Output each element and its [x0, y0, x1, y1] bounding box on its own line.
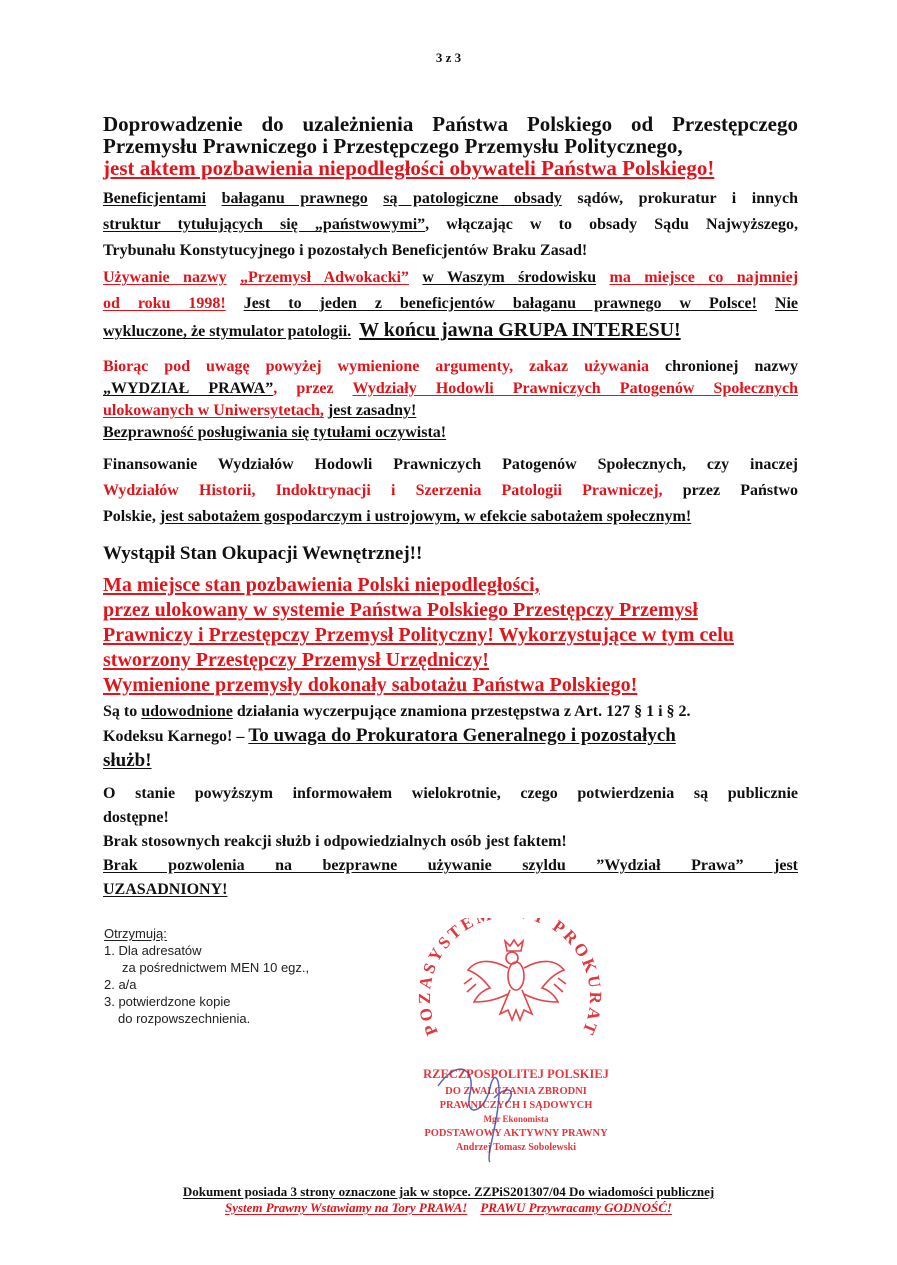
text-span: służb!: [103, 750, 152, 771]
text-span: dostępne!: [103, 809, 169, 826]
text-span: Jest to jeden z beneficjentów bałaganu prawnego w Polsce!: [243, 295, 757, 312]
text-span: udowodnione: [141, 703, 233, 720]
text-span: Beneficjentami: [103, 190, 207, 207]
stamp-line: PRAWNICZYCH I SĄDOWYCH: [439, 1100, 593, 1111]
page-number: 3 z 3: [435, 50, 462, 65]
text-span: Brak stosownych reakcji służb i odpowiedzialnych osób jest faktem!: [103, 833, 567, 850]
text-span: chronionej nazwy: [665, 358, 799, 375]
text-span: Nie: [774, 295, 799, 312]
recipient-item: do rozpowszechnienia.: [118, 1011, 251, 1026]
footer-motto-a: System Prawny Wstawiamy na Tory PRAWA!: [224, 1200, 468, 1215]
stamp-line: DO ZWALCZANIA ZBRODNI: [445, 1086, 587, 1097]
official-stamp: [398, 918, 638, 1168]
svg-text:POZASYSTEMOWY PROKURATOR: [398, 918, 605, 1040]
text-span: Używanie nazwy: [103, 269, 227, 286]
text-span: bałaganu prawnego: [221, 190, 368, 207]
text-span: Wydziałów Historii, Indoktrynacji i Szerzenia Patologii Prawniczej,: [103, 482, 663, 499]
text-span: Ma miejsce stan pozbawienia Polski niepodległości,: [103, 574, 540, 596]
text-span: Bezprawność posługiwania się tytułami oczywista!: [103, 424, 447, 441]
text-span: Trybunału Konstytucyjnego i pozostałych Beneficjentów Braku Zasad!: [103, 242, 588, 259]
text-span: jest zasadny!: [327, 402, 417, 419]
recipient-item: 2. a/a: [104, 977, 137, 992]
document-title: [103, 113, 798, 179]
footer-note: [0, 1184, 897, 1200]
paragraph-article-127: [103, 700, 803, 773]
text-span: sądów, prokuratur i innych: [577, 190, 798, 207]
footer-line-1: Dokument posiada 3 strony oznaczone jak w stopce. ZZPiS201307/04 Do wiadomości publicznej: [182, 1184, 715, 1199]
text-span: „Przemysł Adwokacki”: [240, 269, 409, 286]
paragraph-financing: [103, 452, 798, 530]
footer-motto-b: PRAWU Przywracamy GODNOŚĆ!: [480, 1200, 672, 1215]
title-line-1: Doprowadzenie do uzależnienia Państwa Polskiego od Przestępczego: [103, 112, 798, 136]
red-statement-block: [103, 573, 803, 698]
text-span: ma miejsce co najmniej: [609, 269, 799, 286]
text-span: Finansowanie Wydziałów Hodowli Prawniczych Patogenów Społecznych, czy inaczej: [103, 456, 798, 473]
text-span: przez ulokowany w systemie Państwa Polskiego Przestępczy Przemysł: [103, 599, 698, 621]
text-span: stworzony Przestępczy Przemysł Urzędniczy!: [103, 649, 489, 671]
recipients-heading: Otrzymują:: [104, 926, 167, 941]
text-span: O stanie powyższym informowałem wielokrotnie, czego potwierdzenia są publicznie: [103, 785, 798, 802]
text-span: wykluczone, że stymulator patologii.: [103, 323, 352, 340]
paragraph-prohibition: [103, 356, 798, 444]
text-span: jest sabotażem gospodarczym i ustrojowym, w efekcie sabotażem społecznym!: [159, 508, 692, 525]
recipient-item: za pośrednictwem MEN 10 egz.,: [122, 960, 310, 975]
text-span: , włączając w to obsady Sądu Najwyższego,: [425, 216, 799, 233]
paragraph-conclusion: [103, 782, 798, 902]
text-span: To uwaga do Prokuratora Generalnego i pozostałych: [248, 725, 676, 746]
text-span: „WYDZIAŁ PRAWA”: [103, 380, 274, 397]
text-span: struktur tytułujących się „państwowymi”: [103, 216, 426, 233]
paragraph-beneficiaries: [103, 186, 798, 264]
recipient-item: 3. potwierdzone kopie: [104, 994, 231, 1009]
stamp-line: Andrzej Tomasz Sobolewski: [455, 1142, 577, 1153]
recipients-list: [104, 925, 309, 1027]
stamp-line: RZECZPOSPOLITEJ POLSKIEJ: [423, 1067, 609, 1081]
text-span: są patologiczne obsady: [383, 190, 562, 207]
text-span: Brak pozwolenia na bezprawne używanie szyldu ”Wydział Prawa” jest: [103, 857, 798, 874]
paragraph-advocates: [103, 265, 798, 345]
stamp-line: Mgr Ekonomista: [483, 1114, 549, 1124]
eagle-emblem-icon: [464, 940, 566, 1020]
text-span: Kodeksu Karnego! –: [103, 728, 245, 745]
text-span: Wydziały Hodowli Prawniczych Patogenów Społecznych: [352, 380, 799, 397]
text-span: W końcu jawna GRUPA INTERESU!: [359, 319, 681, 341]
text-span: UZASADNIONY!: [103, 881, 228, 898]
stamp-arc-text: POZASYSTE PROKURAT: [414, 918, 606, 1040]
text-span: Polskie,: [103, 508, 156, 525]
text-span: Prawniczy i Przestępczy Przemysł Polityczny! Wykorzystujące w tym celu: [103, 624, 734, 646]
heading-occupation: Wystąpił Stan Okupacji Wewnętrznej!!: [103, 543, 423, 564]
stamp-line: PODSTAWOWY AKTYWNY PRAWNY: [424, 1128, 608, 1139]
text-span: ulokowanych w Uniwersytetach,: [103, 402, 324, 419]
recipient-item: 1. Dla adresatów: [104, 943, 202, 958]
text-span: Są to: [103, 703, 138, 720]
text-span: , przez: [273, 380, 334, 397]
text-span: Wymienione przemysły dokonały sabotażu Państwa Polskiego!: [103, 674, 638, 696]
text-span: Biorąc pod uwagę powyżej wymienione argumenty, zakaz używania: [103, 358, 650, 375]
text-span: działania wyczerpujące znamiona przestępstwa z Art. 127 § 1 i § 2.: [236, 703, 691, 720]
title-line-2: Przemysłu Prawniczego i Przestępczego Przemysłu Politycznego,: [103, 134, 683, 158]
text-span: od roku 1998!: [103, 295, 226, 312]
text-span: przez Państwo: [682, 482, 799, 499]
footer-motto: [0, 1200, 897, 1216]
title-line-3: jest aktem pozbawienia niepodległości obywateli Państwa Polskiego!: [103, 156, 715, 180]
text-span: w Waszym środowisku: [422, 269, 597, 286]
stamp-seal: [398, 918, 638, 1168]
